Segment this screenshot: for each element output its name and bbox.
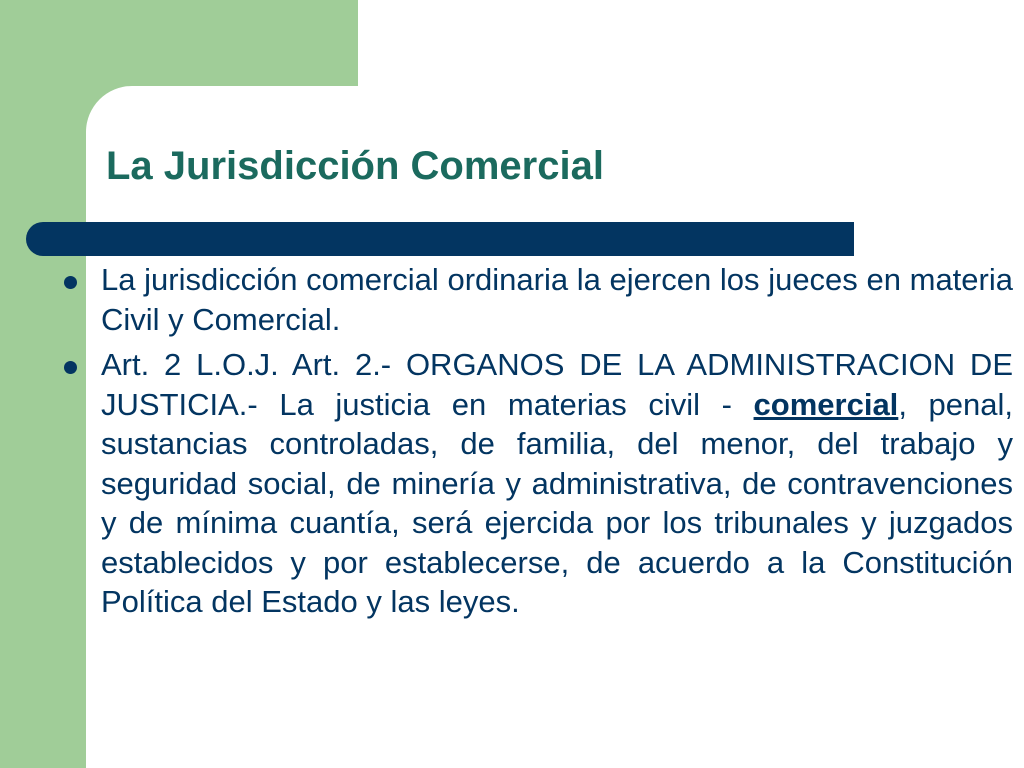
bullet-text-after: , penal, sustancias controladas, de familia, del menor, del trabajo y seguridad social, de minería y administrativa, de contravenciones y de mínima cuantía, será ejercida por los tribunales y juzgados establecidos y por establecerse, de acuerdo a la Constitución Política del Estado y las leyes. bbox=[101, 386, 1013, 619]
bullet-text bbox=[101, 347, 1013, 619]
bullet-dot-icon bbox=[64, 276, 77, 289]
bullet-dot-icon bbox=[64, 361, 77, 374]
slide-title: La Jurisdicción Comercial bbox=[106, 144, 604, 188]
bullet-item bbox=[60, 260, 1013, 339]
bullet-text: La jurisdicción comercial ordinaria la ejercen los jueces en materia Civil y Comercial. bbox=[101, 262, 1013, 337]
bullet-list bbox=[60, 260, 1013, 628]
bullet-text-before: Art. 2 L.O.J. Art. 2.- ORGANOS DE LA ADMINISTRACION DE JUSTICIA.- La justicia en materias civil - bbox=[101, 347, 1013, 422]
title-rule-bar bbox=[26, 222, 854, 256]
bullet-item bbox=[60, 345, 1013, 622]
keyword-comercial: comercial bbox=[753, 386, 899, 422]
